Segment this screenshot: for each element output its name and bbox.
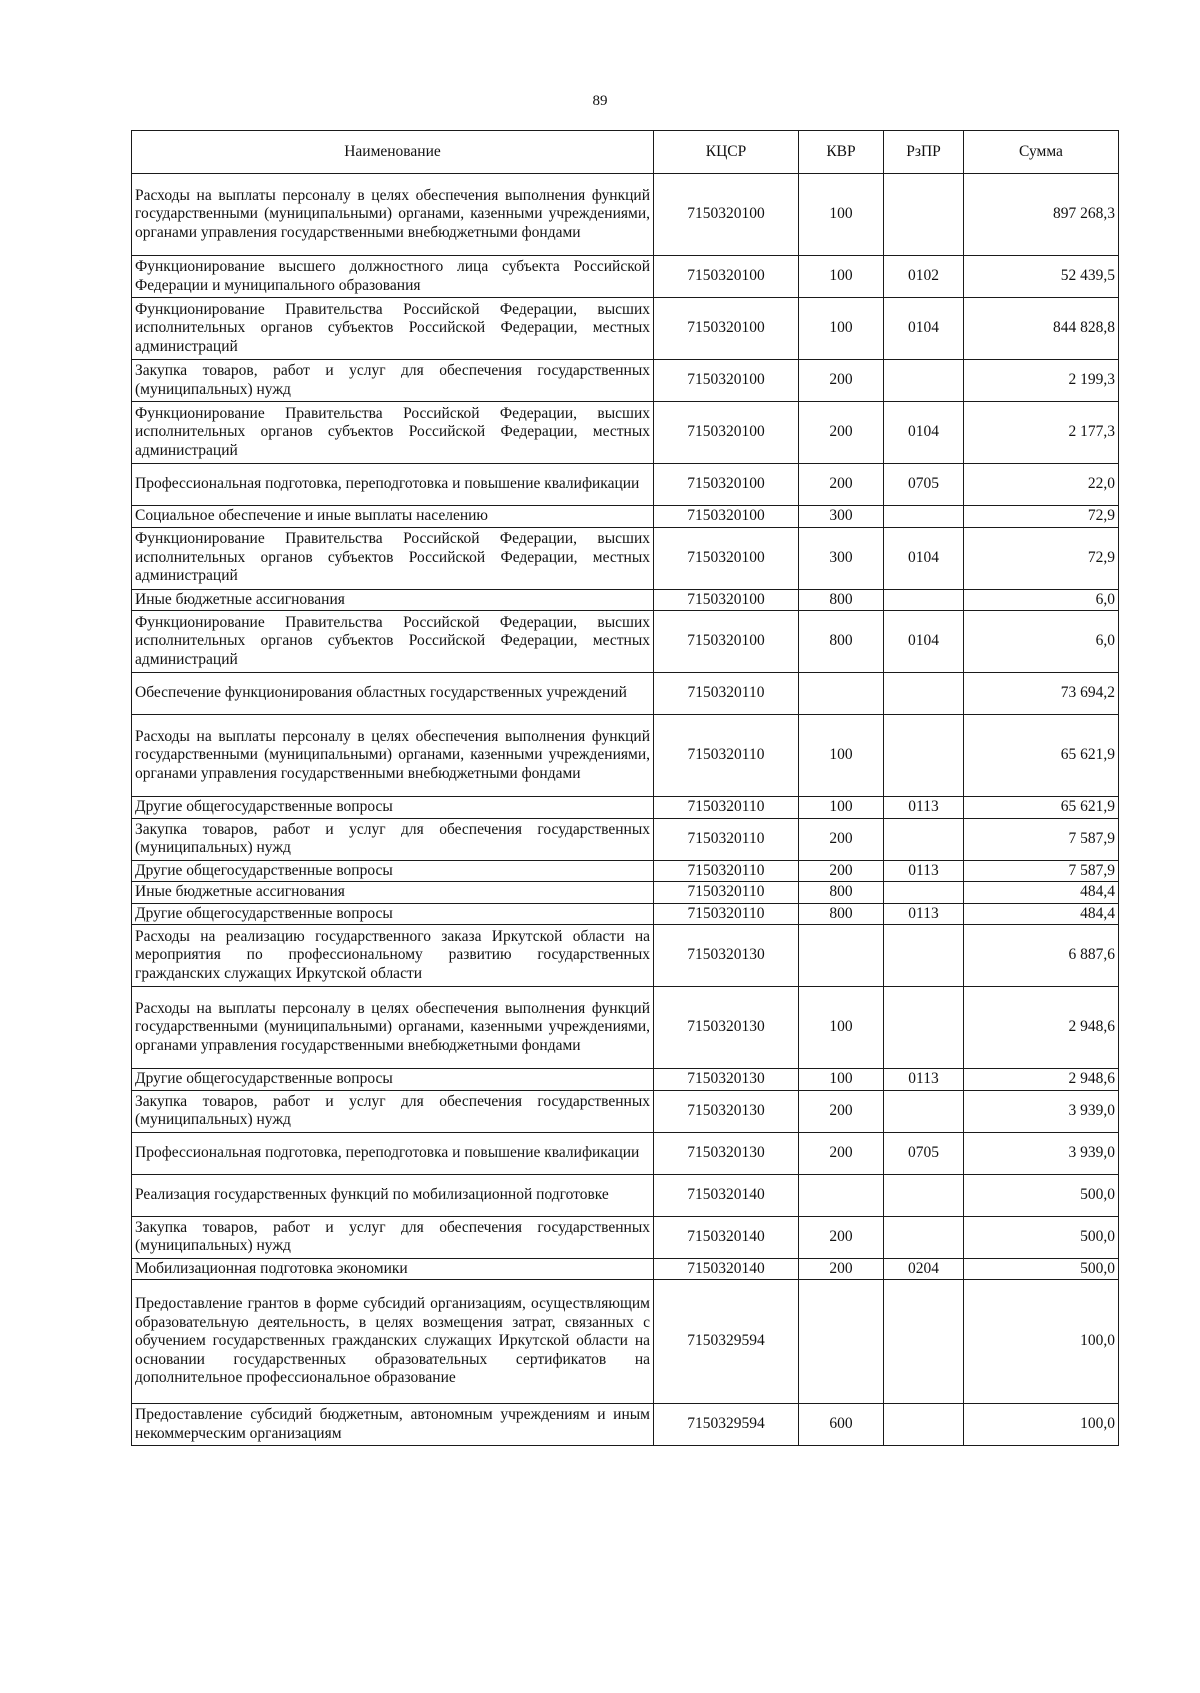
cell-sum: 484,4 xyxy=(964,903,1119,925)
cell-kvr: 200 xyxy=(799,1216,884,1258)
cell-kvr: 100 xyxy=(799,797,884,819)
cell-kcsr: 7150320140 xyxy=(654,1174,799,1216)
cell-sum: 500,0 xyxy=(964,1174,1119,1216)
cell-name: Профессиональная подготовка, переподготовка и повышение квалификации xyxy=(132,1132,654,1174)
cell-kcsr: 7150329594 xyxy=(654,1280,799,1404)
cell-rzpr: 0113 xyxy=(884,1069,964,1091)
cell-sum: 844 828,8 xyxy=(964,298,1119,360)
cell-sum: 100,0 xyxy=(964,1280,1119,1404)
cell-kvr: 800 xyxy=(799,882,884,904)
cell-name: Закупка товаров, работ и услуг для обеспечения государственных (муниципальных) нужд xyxy=(132,1216,654,1258)
cell-kvr: 600 xyxy=(799,1404,884,1446)
table-row xyxy=(132,506,1119,528)
cell-sum: 3 939,0 xyxy=(964,1090,1119,1132)
header-rzpr: РзПР xyxy=(884,131,964,174)
table-row xyxy=(132,298,1119,360)
cell-sum: 72,9 xyxy=(964,506,1119,528)
cell-rzpr: 0705 xyxy=(884,464,964,506)
cell-name: Обеспечение функционирования областных государственных учреждений xyxy=(132,673,654,715)
cell-sum: 500,0 xyxy=(964,1258,1119,1280)
cell-name: Иные бюджетные ассигнования xyxy=(132,589,654,611)
cell-rzpr xyxy=(884,987,964,1069)
cell-rzpr xyxy=(884,589,964,611)
cell-sum: 73 694,2 xyxy=(964,673,1119,715)
cell-name: Другие общегосударственные вопросы xyxy=(132,903,654,925)
cell-kvr: 100 xyxy=(799,298,884,360)
cell-kcsr: 7150320100 xyxy=(654,298,799,360)
cell-rzpr xyxy=(884,1216,964,1258)
table-row xyxy=(132,464,1119,506)
cell-kvr: 800 xyxy=(799,903,884,925)
table-row xyxy=(132,860,1119,882)
cell-rzpr xyxy=(884,882,964,904)
table-row xyxy=(132,797,1119,819)
cell-rzpr xyxy=(884,818,964,860)
cell-kcsr: 7150320100 xyxy=(654,464,799,506)
cell-kvr: 100 xyxy=(799,174,884,256)
cell-sum: 2 177,3 xyxy=(964,402,1119,464)
cell-kvr: 100 xyxy=(799,1069,884,1091)
cell-kvr: 100 xyxy=(799,715,884,797)
cell-name: Реализация государственных функций по мобилизационной подготовке xyxy=(132,1174,654,1216)
cell-kvr xyxy=(799,925,884,987)
page-number: 89 xyxy=(592,93,608,109)
header-kvr: КВР xyxy=(799,131,884,174)
table-row xyxy=(132,1404,1119,1446)
cell-sum: 52 439,5 xyxy=(964,256,1119,298)
cell-kvr xyxy=(799,1174,884,1216)
table-row xyxy=(132,1174,1119,1216)
cell-name: Функционирование высшего должностного лица субъекта Российской Федерации и муниципального образования xyxy=(132,256,654,298)
cell-kcsr: 7150320130 xyxy=(654,1090,799,1132)
table-header-row xyxy=(132,131,1119,174)
cell-name: Расходы на выплаты персоналу в целях обеспечения выполнения функций государственными (муниципальными) органами, казенными учреждениями, органами управления государственными внебюджетными фондами xyxy=(132,174,654,256)
cell-kcsr: 7150320110 xyxy=(654,673,799,715)
cell-name: Закупка товаров, работ и услуг для обеспечения государственных (муниципальных) нужд xyxy=(132,360,654,402)
cell-name: Социальное обеспечение и иные выплаты населению xyxy=(132,506,654,528)
cell-rzpr: 0113 xyxy=(884,797,964,819)
cell-kvr: 200 xyxy=(799,818,884,860)
cell-name: Функционирование Правительства Российской Федерации, высших исполнительных органов субъектов Российской Федерации, местных администраций xyxy=(132,527,654,589)
cell-kcsr: 7150320100 xyxy=(654,589,799,611)
cell-sum: 72,9 xyxy=(964,527,1119,589)
cell-rzpr: 0104 xyxy=(884,527,964,589)
table-row xyxy=(132,589,1119,611)
cell-kcsr: 7150320100 xyxy=(654,256,799,298)
cell-sum: 7 587,9 xyxy=(964,860,1119,882)
cell-sum: 65 621,9 xyxy=(964,797,1119,819)
cell-kcsr: 7150320100 xyxy=(654,506,799,528)
cell-sum: 65 621,9 xyxy=(964,715,1119,797)
cell-name: Другие общегосударственные вопросы xyxy=(132,860,654,882)
cell-rzpr xyxy=(884,673,964,715)
cell-sum: 2 199,3 xyxy=(964,360,1119,402)
cell-name: Функционирование Правительства Российской Федерации, высших исполнительных органов субъектов Российской Федерации, местных администраций xyxy=(132,611,654,673)
cell-name: Функционирование Правительства Российской Федерации, высших исполнительных органов субъектов Российской Федерации, местных администраций xyxy=(132,298,654,360)
cell-kcsr: 7150320130 xyxy=(654,987,799,1069)
table-row xyxy=(132,673,1119,715)
table-row xyxy=(132,174,1119,256)
cell-rzpr xyxy=(884,506,964,528)
cell-sum: 22,0 xyxy=(964,464,1119,506)
table-row xyxy=(132,882,1119,904)
cell-name: Мобилизационная подготовка экономики xyxy=(132,1258,654,1280)
table-row xyxy=(132,925,1119,987)
cell-kvr: 300 xyxy=(799,527,884,589)
cell-kcsr: 7150320140 xyxy=(654,1216,799,1258)
cell-rzpr: 0204 xyxy=(884,1258,964,1280)
header-kcsr: КЦСР xyxy=(654,131,799,174)
cell-rzpr xyxy=(884,174,964,256)
table-row xyxy=(132,402,1119,464)
cell-sum: 484,4 xyxy=(964,882,1119,904)
cell-rzpr: 0104 xyxy=(884,611,964,673)
cell-rzpr xyxy=(884,1090,964,1132)
cell-kcsr: 7150320110 xyxy=(654,818,799,860)
table-row xyxy=(132,903,1119,925)
cell-name: Предоставление грантов в форме субсидий организациям, осуществляющим образовательную деятельность, в целях возмещения затрат, связанных с обучением государственных гражданских служащих Иркутской области на основании государственных образовательных сертификатов на дополнительное профессиональное образование xyxy=(132,1280,654,1404)
table-row xyxy=(132,715,1119,797)
table-row xyxy=(132,611,1119,673)
cell-sum: 6 887,6 xyxy=(964,925,1119,987)
cell-kvr: 200 xyxy=(799,464,884,506)
cell-rzpr: 0102 xyxy=(884,256,964,298)
cell-rzpr xyxy=(884,1404,964,1446)
table-row xyxy=(132,818,1119,860)
cell-name: Расходы на выплаты персоналу в целях обеспечения выполнения функций государственными (муниципальными) органами, казенными учреждениями, органами управления государственными внебюджетными фондами xyxy=(132,987,654,1069)
cell-sum: 6,0 xyxy=(964,611,1119,673)
cell-sum: 897 268,3 xyxy=(964,174,1119,256)
cell-rzpr xyxy=(884,715,964,797)
cell-name: Профессиональная подготовка, переподготовка и повышение квалификации xyxy=(132,464,654,506)
table-row xyxy=(132,1132,1119,1174)
cell-kcsr: 7150320110 xyxy=(654,860,799,882)
cell-kcsr: 7150320140 xyxy=(654,1258,799,1280)
table-row xyxy=(132,1069,1119,1091)
cell-sum: 6,0 xyxy=(964,589,1119,611)
table-body xyxy=(132,174,1119,1446)
cell-rzpr: 0104 xyxy=(884,298,964,360)
cell-kvr: 200 xyxy=(799,360,884,402)
header-sum: Сумма xyxy=(964,131,1119,174)
cell-kvr xyxy=(799,673,884,715)
cell-kcsr: 7150320130 xyxy=(654,1069,799,1091)
cell-kvr: 800 xyxy=(799,589,884,611)
cell-rzpr: 0705 xyxy=(884,1132,964,1174)
cell-rzpr xyxy=(884,925,964,987)
budget-table xyxy=(131,130,1119,1446)
cell-kvr: 200 xyxy=(799,402,884,464)
cell-kvr: 300 xyxy=(799,506,884,528)
cell-kvr: 200 xyxy=(799,1132,884,1174)
cell-kcsr: 7150329594 xyxy=(654,1404,799,1446)
cell-rzpr: 0113 xyxy=(884,860,964,882)
cell-kvr: 200 xyxy=(799,1258,884,1280)
cell-kvr: 200 xyxy=(799,860,884,882)
table-row xyxy=(132,1258,1119,1280)
cell-rzpr xyxy=(884,360,964,402)
cell-sum: 2 948,6 xyxy=(964,987,1119,1069)
table-row xyxy=(132,527,1119,589)
cell-kvr: 800 xyxy=(799,611,884,673)
cell-name: Закупка товаров, работ и услуг для обеспечения государственных (муниципальных) нужд xyxy=(132,1090,654,1132)
cell-rzpr xyxy=(884,1280,964,1404)
cell-sum: 2 948,6 xyxy=(964,1069,1119,1091)
cell-kcsr: 7150320100 xyxy=(654,611,799,673)
cell-kcsr: 7150320130 xyxy=(654,925,799,987)
cell-name: Функционирование Правительства Российской Федерации, высших исполнительных органов субъектов Российской Федерации, местных администраций xyxy=(132,402,654,464)
cell-kcsr: 7150320100 xyxy=(654,360,799,402)
cell-kvr: 100 xyxy=(799,256,884,298)
cell-kvr: 100 xyxy=(799,987,884,1069)
cell-sum: 500,0 xyxy=(964,1216,1119,1258)
cell-kcsr: 7150320110 xyxy=(654,882,799,904)
cell-sum: 3 939,0 xyxy=(964,1132,1119,1174)
cell-kcsr: 7150320100 xyxy=(654,527,799,589)
cell-kcsr: 7150320110 xyxy=(654,715,799,797)
table-row xyxy=(132,360,1119,402)
cell-kcsr: 7150320100 xyxy=(654,174,799,256)
cell-kvr: 200 xyxy=(799,1090,884,1132)
table-row xyxy=(132,1216,1119,1258)
table-row xyxy=(132,987,1119,1069)
cell-rzpr xyxy=(884,1174,964,1216)
cell-name: Предоставление субсидий бюджетным, автономным учреждениям и иным некоммерческим организациям xyxy=(132,1404,654,1446)
cell-name: Закупка товаров, работ и услуг для обеспечения государственных (муниципальных) нужд xyxy=(132,818,654,860)
table-row xyxy=(132,1090,1119,1132)
cell-rzpr: 0104 xyxy=(884,402,964,464)
cell-kvr xyxy=(799,1280,884,1404)
header-name: Наименование xyxy=(132,131,654,174)
cell-name: Иные бюджетные ассигнования xyxy=(132,882,654,904)
cell-name: Расходы на выплаты персоналу в целях обеспечения выполнения функций государственными (муниципальными) органами, казенными учреждениями, органами управления государственными внебюджетными фондами xyxy=(132,715,654,797)
table-row xyxy=(132,256,1119,298)
cell-name: Расходы на реализацию государственного заказа Иркутской области на мероприятия по профессиональному развитию государственных гражданских служащих Иркутской области xyxy=(132,925,654,987)
cell-kcsr: 7150320110 xyxy=(654,903,799,925)
cell-rzpr: 0113 xyxy=(884,903,964,925)
table-row xyxy=(132,1280,1119,1404)
cell-name: Другие общегосударственные вопросы xyxy=(132,1069,654,1091)
cell-kcsr: 7150320110 xyxy=(654,797,799,819)
cell-kcsr: 7150320130 xyxy=(654,1132,799,1174)
cell-sum: 7 587,9 xyxy=(964,818,1119,860)
cell-name: Другие общегосударственные вопросы xyxy=(132,797,654,819)
cell-kcsr: 7150320100 xyxy=(654,402,799,464)
cell-sum: 100,0 xyxy=(964,1404,1119,1446)
